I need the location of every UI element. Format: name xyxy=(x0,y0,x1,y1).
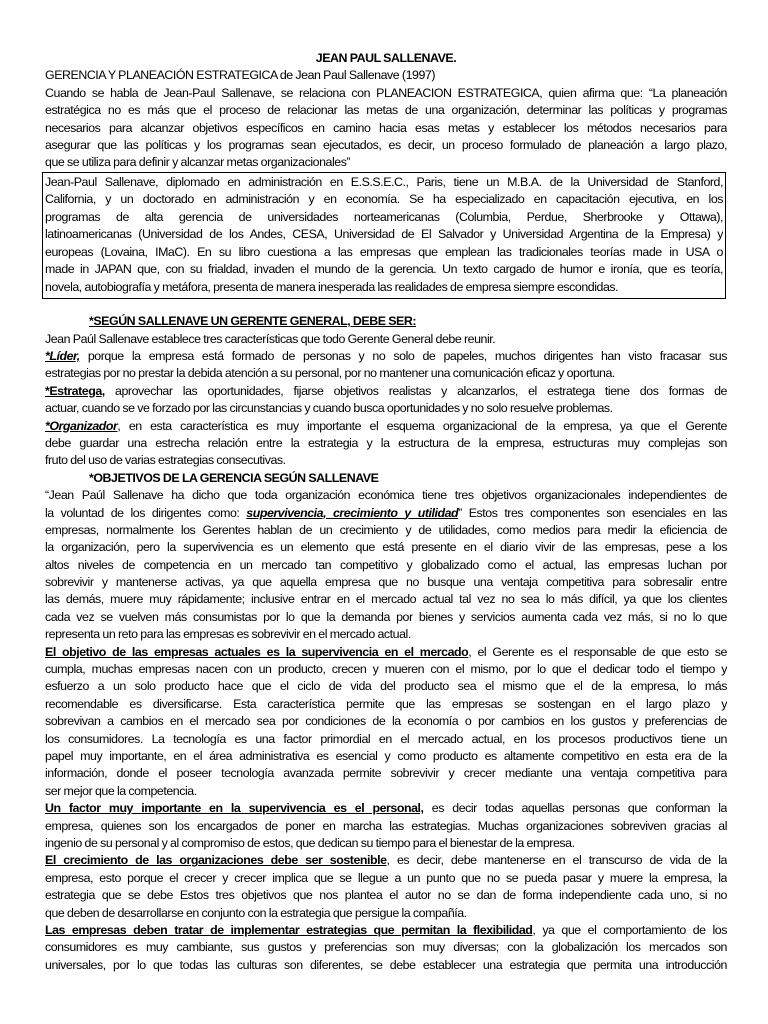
organizador-label: *Organizador xyxy=(45,418,118,433)
intro-line: estratégica no es más que el proceso de relacionar las metas de una organización, determinar las políticas y programas xyxy=(45,103,727,118)
flexibilidad-text: , ya que el comportamiento de los xyxy=(532,922,727,937)
gerente-intro: Jean Paúl Sallenave establece tres características que todo Gerente General debe reunir. xyxy=(45,331,496,346)
supervivencia-line: papel muy importante, en el área administrativa es esencial y como producto es altamente competitivo en esta era de la xyxy=(45,749,727,763)
lider-line xyxy=(45,348,727,365)
estratega-text: aprovechar las oportunidades, fijarse objetivos realistas y alcanzarlos, el estratega tiene dos formas de xyxy=(104,383,727,398)
crecimiento-text: , es decir, debe mantenerse en el transcurso de vida de la xyxy=(386,853,727,868)
organizador-line xyxy=(45,418,727,435)
intro-line: necesarios para alcanzar objetivos específicos en camino hacia esas metas y establecer los métodos necesarios para xyxy=(45,120,727,135)
estratega-line xyxy=(45,383,727,400)
supervivencia-line xyxy=(45,644,727,661)
objetivos-line: “Jean Paúl Sallenave ha dicho que toda organización económica tiene tres objetivos organizacionales independientes de xyxy=(45,488,727,503)
flexibilidad-line: universales, por lo que todas las culturas son diferentes, se debe establecer una estrategia que permita una introducción xyxy=(45,957,727,972)
supervivencia-line: los consumidores. La tecnología es una factor primordial en el mercado actual, en los procesos productivos tiene un xyxy=(45,731,727,746)
crecimiento-line: estrategia que se debe Estos tres objetivos que nos plantea el autor no se dan de forma independiente cada uno, si no xyxy=(45,888,727,903)
section-heading-gerente: *SEGÚN SALLENAVE UN GERENTE GENERAL, DEBE SER: xyxy=(89,314,417,329)
objetivos-line xyxy=(45,505,727,522)
flexibilidad-line xyxy=(45,922,727,939)
objetivos-line: cada vez se vuelven más consumistas por lo que la demanda por bienes y servicios aumenta cada vez más, si no lo que xyxy=(45,609,727,624)
bio-line: California, y un doctorado en administración y en economía. Se ha especializado en capacitación ejecutiva, en los xyxy=(45,192,723,207)
objetivos-line: empresas, normalmente los Gerentes hablan de un crecimiento y de utilidades, como medios para medir la eficiencia de xyxy=(45,522,727,537)
personal-text: es decir todas aquellas personas que conforman la xyxy=(423,801,727,816)
estratega-label: *Estratega, xyxy=(45,383,105,398)
author-bio-box xyxy=(42,172,726,300)
personal-line: ingenio de su personal y al compromiso de estos, que dedican su tiempo para el bienestar de la empresa. xyxy=(45,835,575,850)
objetivos-line: las demás, muere muy rápidamente; inclusive entrar en el mercado actual tal vez no sea lo más difícil, ya que los clientes xyxy=(45,592,727,607)
crecimiento-emphasis: El crecimiento de las organizaciones debe ser sostenible xyxy=(45,853,387,868)
objetivos-emphasis: supervivencia, crecimiento y utilidad xyxy=(246,505,459,520)
bio-line: europeas (Lovaina, IMaC). En su libro cuestiona a las empresas que emplean las tradicionales teorías made in USA o xyxy=(45,244,723,259)
document-title: JEAN PAUL SALLENAVE. xyxy=(315,51,457,65)
organizador-line-2: debe guardar una estrecha relación entre la estrategia y la estructura de la empresa, estructuras muy complejas son xyxy=(45,435,727,450)
document-body xyxy=(45,50,727,974)
flexibilidad-emphasis: Las empresas deben tratar de implementar estrategias que permitan la flexibilidad xyxy=(45,922,533,937)
lider-label: *Líder, xyxy=(45,349,80,364)
flexibilidad-line: consumidores es muy cambiante, sus gustos y preferencias son muy diversas; con la globalización los mercados son xyxy=(45,940,727,955)
personal-line: empresa, quienes son los encargados de poner en marcha las estrategias. Muchas organizaciones sobreviven gracias al xyxy=(45,818,727,833)
bio-line: programas de alta gerencia de universidades norteamericanas (Columbia, Perdue, Sherbrooke y Ottawa), xyxy=(45,209,723,224)
section-heading-objetivos: *OBJETIVOS DE LA GERENCIA SEGÚN SALLENAVE xyxy=(89,470,379,485)
intro-line: asegurar que las políticas y los programas sean ejecutados, es decir, un proceso formulado de planeación a largo plazo, xyxy=(45,137,727,152)
personal-emphasis: Un factor muy importante en la supervivencia es el personal, xyxy=(45,801,424,816)
supervivencia-line: sobrevivan a cambios en el mercado sea por condiciones de la economía o por cambios en los gustos y preferencias de xyxy=(45,714,727,729)
organizador-line-3: fruto del uso de varias estrategias consecutivas. xyxy=(45,453,286,468)
supervivencia-emphasis: El objetivo de las empresas actuales es la supervivencia en el mercado xyxy=(45,644,469,659)
supervivencia-line: cumpla, muchas empresas nacen con un producto, crecen y mueren con el mismo, por lo que el dedicar todo el tiempo y xyxy=(45,662,727,677)
supervivencia-line: información, donde el poseer tecnología avanzada permite sobrevivir y crecer mediante una ventaja competitiva para xyxy=(45,766,727,781)
estratega-line-2: actuar, cuando se ve forzado por las circunstancias y cuando busca oportunidades y no solo resuelve problemas. xyxy=(45,401,613,416)
intro-line: GERENCIA Y PLANEACIÓN ESTRATEGICA de Jean Paul Sallenave (1997) xyxy=(45,68,436,83)
objetivos-text: ” Estos tres componentes son esenciales en las xyxy=(458,505,727,520)
personal-line xyxy=(45,800,727,817)
objetivos-line: la organización, pero la supervivencia es un elemento que está presente en el diario vivir de las empresas, pese a los xyxy=(45,540,727,555)
objetivos-line: representa un reto para las empresas es sobrevivir en el mercado actual. xyxy=(45,627,411,642)
lider-text: porque la empresa está formado de personas y no solo de papeles, muchos dirigentes han visto fracasar sus xyxy=(79,349,727,364)
supervivencia-line: ser mejor que la competencia. xyxy=(45,783,197,798)
objetivos-line: altos niveles de competencia en un mercado tan competitivo y globalizado como el actual, las empresas luchan por xyxy=(45,557,727,572)
bio-line: made in JAPAN que, con su frialdad, invaden el mundo de la gerencia. Un texto cargado de humor e ironía, que es teoría, xyxy=(45,262,723,277)
lider-line-2: estrategias por no prestar la debida atención a su personal, por no mantener una comunicación eficaz y oportuna. xyxy=(45,366,615,381)
bio-line: latinoamericanas (Universidad de los Andes, CESA, Universidad de El Salvador y Universidad Argentina de la Empresa) y xyxy=(45,227,723,242)
organizador-text: , en esta característica es muy importante el esquema organizacional de la empresa, ya que el Gerente xyxy=(117,418,727,433)
crecimiento-line: que deben de desarrollarse en conjunto con la estrategia que persigue la compañía. xyxy=(45,905,467,920)
supervivencia-line: esfuerzo a un solo producto hace que el ciclo de vida del producto sea el mismo que el de la empresa, lo más xyxy=(45,679,727,694)
supervivencia-text: , el Gerente es el responsable de que esto se xyxy=(468,644,727,659)
bio-line: Jean-Paul Sallenave, diplomado en administración en E.S.S.E.C., Paris, tiene un M.B.A. de la Universidad de Stanford, xyxy=(45,174,723,189)
bio-line: novela, autobiografía y metáfora, presenta de manera inesperada las realidades de empresa siempre escondidas. xyxy=(45,279,619,294)
intro-line: Cuando se habla de Jean-Paul Sallenave, se relaciona con PLANEACION ESTRATEGICA, quien afirma que: “La planeación xyxy=(45,85,727,100)
crecimiento-line xyxy=(45,852,727,869)
objetivos-line: sobrevivir y mantenerse activas, ya que aquella empresa que no busque una ventaja competitiva para sobresalir entre xyxy=(45,575,727,590)
supervivencia-line: recomendable es diversificarse. Esta característica permite que las empresas se sostengan en el largo plazo y xyxy=(45,696,727,711)
intro-line: que se utiliza para definir y alcanzar metas organizacionales” xyxy=(45,155,351,170)
crecimiento-line: empresa, esto porque el crecer y crecer implica que se llegue a un punto que no se pueda pasar y muere la empresa, la xyxy=(45,870,727,885)
objetivos-text: la voluntad de los dirigentes como: xyxy=(45,505,247,520)
